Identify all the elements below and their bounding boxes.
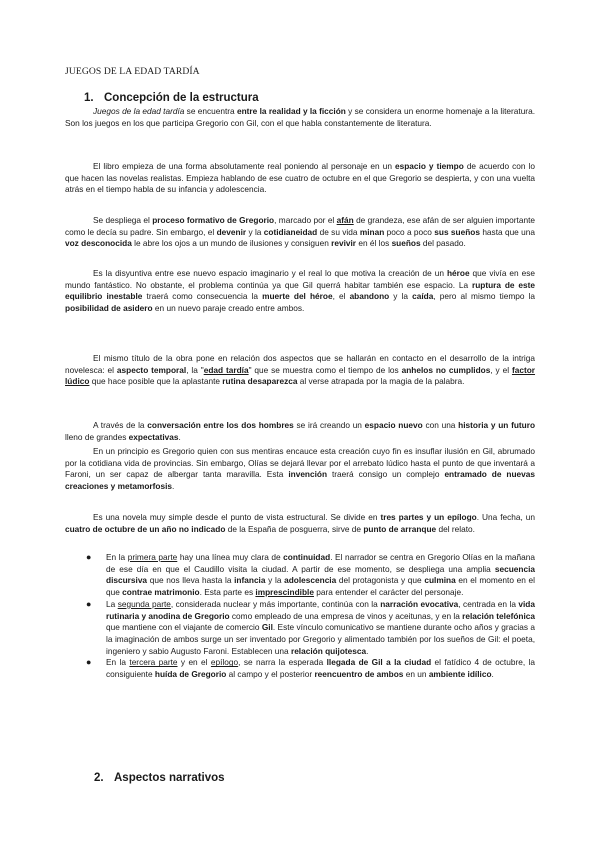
text-span: . Una fecha, un — [476, 512, 535, 522]
text-span: en un — [403, 669, 429, 680]
text-span: y la — [389, 291, 413, 302]
text-span: Se despliega el — [93, 215, 153, 225]
text-span: imprescindible — [255, 587, 314, 598]
text-span: epílogo — [210, 657, 239, 668]
text-span: historia y un futuro — [458, 420, 536, 430]
text-span: del pasado. — [420, 238, 466, 249]
text-span: proceso formativo de Gregorio — [152, 215, 275, 225]
text-span: posibilidad de asidero — [65, 303, 153, 314]
paragraph-3 — [65, 215, 535, 250]
text-span: El libro empieza de una forma absolutamente real poniendo al personaje en un — [93, 161, 395, 171]
text-span: La — [106, 598, 118, 609]
text-span: En la — [106, 657, 130, 668]
section-number: 1. — [84, 92, 94, 104]
text-span: punto de arranque — [363, 523, 437, 534]
text-span: . — [172, 481, 175, 492]
document-title: JUEGOS DE LA EDAD TARDÍA — [65, 66, 200, 77]
text-span: conversación entre los dos hombres — [147, 420, 294, 430]
text-span: ambiente idílico — [428, 669, 492, 680]
text-span: espacio y tiempo — [394, 161, 464, 171]
text-span: que vivía en ese mundo fantástico. No obstante, el problema continúa ya que Gil querrá habitar también ese espacio. La — [65, 268, 536, 290]
text-span: expectativas — [128, 431, 179, 442]
text-span: , la " — [186, 364, 204, 375]
parts-bullet-list — [86, 552, 535, 681]
text-span: en un nuevo paraje creado entre ambos. — [152, 303, 305, 314]
text-span: y se considera un enorme homenaje a la literatura. Son los juegos en los que participa Gregorio con Gil, con el que habla constantemente de literatura. — [65, 106, 535, 128]
text-span: secuencia discursiva — [106, 563, 535, 586]
text-span: que mantiene con el viajante de comercio — [106, 622, 262, 633]
text-span: al campo y el posterior — [226, 669, 315, 680]
text-span: caída — [412, 291, 434, 302]
text-span: devenir — [216, 226, 247, 237]
text-span: tercera parte — [129, 657, 178, 668]
text-span: sueños — [391, 238, 421, 249]
text-span: , marcado por el — [274, 215, 337, 225]
text-span: le abre los ojos a un mundo de ilusiones y consiguen — [131, 238, 332, 249]
text-span: aspecto temporal — [116, 364, 187, 375]
text-span: En la — [106, 552, 128, 562]
text-span: segunda parte — [117, 598, 171, 609]
text-span: se encuentra — [184, 106, 237, 116]
bullet-icon: ● — [86, 552, 92, 562]
section-number: 2. — [94, 772, 104, 784]
text-span: abandono — [349, 291, 390, 302]
text-span: espacio nuevo — [364, 420, 423, 430]
text-span: que hace posible que la aplastante — [89, 376, 223, 387]
text-span: llegada de Gil a la ciudad — [326, 657, 432, 668]
text-span: como empleado de una empresa de vinos y aceitunas, y en la — [229, 610, 463, 621]
text-span: A través de la — [93, 420, 148, 430]
text-span: de grandeza, ese afán de ser alguien importante como le decía su padre. Sin embargo, el — [65, 215, 535, 237]
bullet-icon: ● — [86, 657, 92, 668]
text-span: para entender el carácter del personaje. — [313, 587, 464, 598]
text-span: anhelos no cumplidos — [401, 364, 491, 375]
text-span: . Este vínculo comunicativo se mantiene durante ocho años y gracias a la imaginación de ambos surge un ser inventado por Gregorio y alimentado también por los sueños de Gil: el poeta, ingeniero y sabio Augusto Faroni. Establecen una — [106, 622, 535, 656]
text-span: rutina desaparezca — [222, 376, 298, 387]
text-span: del relato. — [436, 523, 475, 534]
text-span: que nos lleva hasta la — [147, 575, 235, 586]
text-span: revivir — [331, 238, 357, 249]
section-title: Concepción de la estructura — [104, 92, 259, 104]
text-span: con una — [422, 420, 459, 430]
text-span: el fatídico 4 de octubre, la consiguiente — [106, 657, 535, 680]
text-span: afán — [336, 215, 354, 225]
text-span: entre la realidad y la ficción — [236, 106, 346, 116]
text-span: . — [491, 669, 494, 680]
text-span: edad tardía — [203, 364, 249, 375]
text-span: , y el — [490, 364, 512, 375]
text-span: se irá creando un — [293, 420, 365, 430]
text-span: y en el — [177, 657, 211, 668]
paragraph-8 — [65, 512, 535, 535]
text-span: Es la disyuntiva entre ese nuevo espacio imaginario y el real lo que motiva la creación de un — [93, 268, 447, 278]
text-span: factor lúdico — [65, 364, 536, 387]
text-span: invención — [288, 469, 328, 480]
text-span: reencuentro de ambos — [314, 669, 404, 680]
text-span: hay una línea muy clara de — [177, 552, 284, 562]
text-span: de su vida — [317, 226, 360, 237]
text-span: relación telefónica — [462, 610, 536, 621]
paragraph-1 — [65, 106, 535, 129]
list-item — [86, 657, 535, 680]
text-span: relación quijotesca — [290, 645, 367, 656]
text-span: traerá como consecuencia la — [142, 291, 263, 302]
text-span: en él los — [356, 238, 392, 249]
text-span: , se narra la esperada — [238, 657, 327, 668]
text-span: . El narrador se centra en Gregorio Olías en la mañana de ese día en que el Caudillo visita la ciudad. A partir de ese momento, se despliega una amplia — [106, 552, 536, 574]
text-span: y la — [246, 226, 264, 237]
text-span: , pero al mismo tiempo la — [433, 291, 536, 302]
text-span: entramado de nuevas creaciones y metamorfosis — [65, 469, 535, 492]
text-span: de la España de posguerra, sirve de — [225, 523, 364, 534]
paragraph-2 — [65, 161, 535, 196]
text-span: minan — [359, 226, 385, 237]
text-span: contrae matrimonio — [122, 587, 200, 598]
text-span: culmina — [424, 575, 456, 586]
text-span: El mismo título de la obra pone en relación dos aspectos que se hallarán en contacto en el desarrollo de la intriga novelesca: el — [65, 353, 535, 375]
text-span: . — [366, 645, 369, 656]
text-span: poco a poco — [384, 226, 435, 237]
text-span: cuatro de octubre de un año no indicado — [65, 523, 226, 534]
text-span: Es una novela muy simple desde el punto de vista estructural. Se divide en — [93, 512, 381, 522]
text-span: tres partes y un epílogo — [380, 512, 477, 522]
text-span: héroe — [446, 268, 470, 278]
paragraph-7 — [65, 446, 535, 493]
paragraph-5 — [65, 353, 535, 388]
text-span: vida rutinaria y anodina de Gregorio — [106, 598, 535, 621]
text-span: " que se muestra como el tiempo de los — [248, 364, 402, 375]
text-span: , centrada en la — [458, 598, 519, 609]
text-span: Juegos de la edad tardía — [93, 106, 185, 116]
section-heading-2 — [94, 772, 225, 784]
list-item — [86, 552, 535, 599]
text-span: en el momento en el que — [106, 575, 535, 598]
text-span: lleno de grandes — [65, 431, 129, 442]
text-span: narración evocativa — [380, 598, 459, 609]
text-span: . — [178, 431, 181, 442]
text-span: voz desconocida — [65, 238, 132, 249]
text-span: En un principio es Gregorio quien con sus mentiras encauce esta creación cuyo fin es insuflar ilusión en Gil, abrumado por la cotidiana vida de provincias. Sin embargo, Olías se dejará llevar por el arrebato lúdico hasta el punto de que inventará a Faroni, un ser capaz de albergar tanta maravilla. Esta — [65, 446, 535, 480]
section-heading-1 — [84, 92, 259, 104]
text-span: infancia — [234, 575, 266, 586]
bullet-icon: ● — [86, 598, 92, 609]
text-span: al verse atrapada por la magia de la palabra. — [297, 376, 465, 387]
paragraph-6 — [65, 420, 535, 443]
text-span: Gil — [261, 622, 273, 633]
text-span: , considerada nuclear y más importante, continúa con la — [170, 598, 381, 609]
text-span: de acuerdo con lo que hacen las novelas realistas. Empieza hablando de ese cuatro de octubre en el que Gregorio se despierta, y con una vuelta atrás en el tiempo habla de su infancia y adolescencia. — [65, 161, 535, 195]
text-span: traerá consigo un complejo — [327, 469, 445, 480]
text-span: adolescencia — [284, 575, 337, 586]
text-span: continuidad — [283, 552, 331, 562]
section-title: Aspectos narrativos — [114, 772, 225, 784]
text-span: y la — [265, 575, 285, 586]
text-span: huída de Gregorio — [154, 669, 227, 680]
paragraph-4 — [65, 268, 535, 315]
text-span: muerte del héroe — [262, 291, 333, 302]
text-span: del protagonista y que — [336, 575, 425, 586]
list-item — [86, 599, 535, 658]
text-span: hasta que una — [479, 226, 535, 237]
text-span: ruptura de este equilibrio inestable — [65, 279, 535, 302]
text-span: primera parte — [127, 552, 178, 562]
text-span: . Esta parte es — [199, 587, 256, 598]
text-span: cotidianeidad — [263, 226, 318, 237]
text-span: sus sueños — [434, 226, 480, 237]
text-span: , el — [332, 291, 350, 302]
